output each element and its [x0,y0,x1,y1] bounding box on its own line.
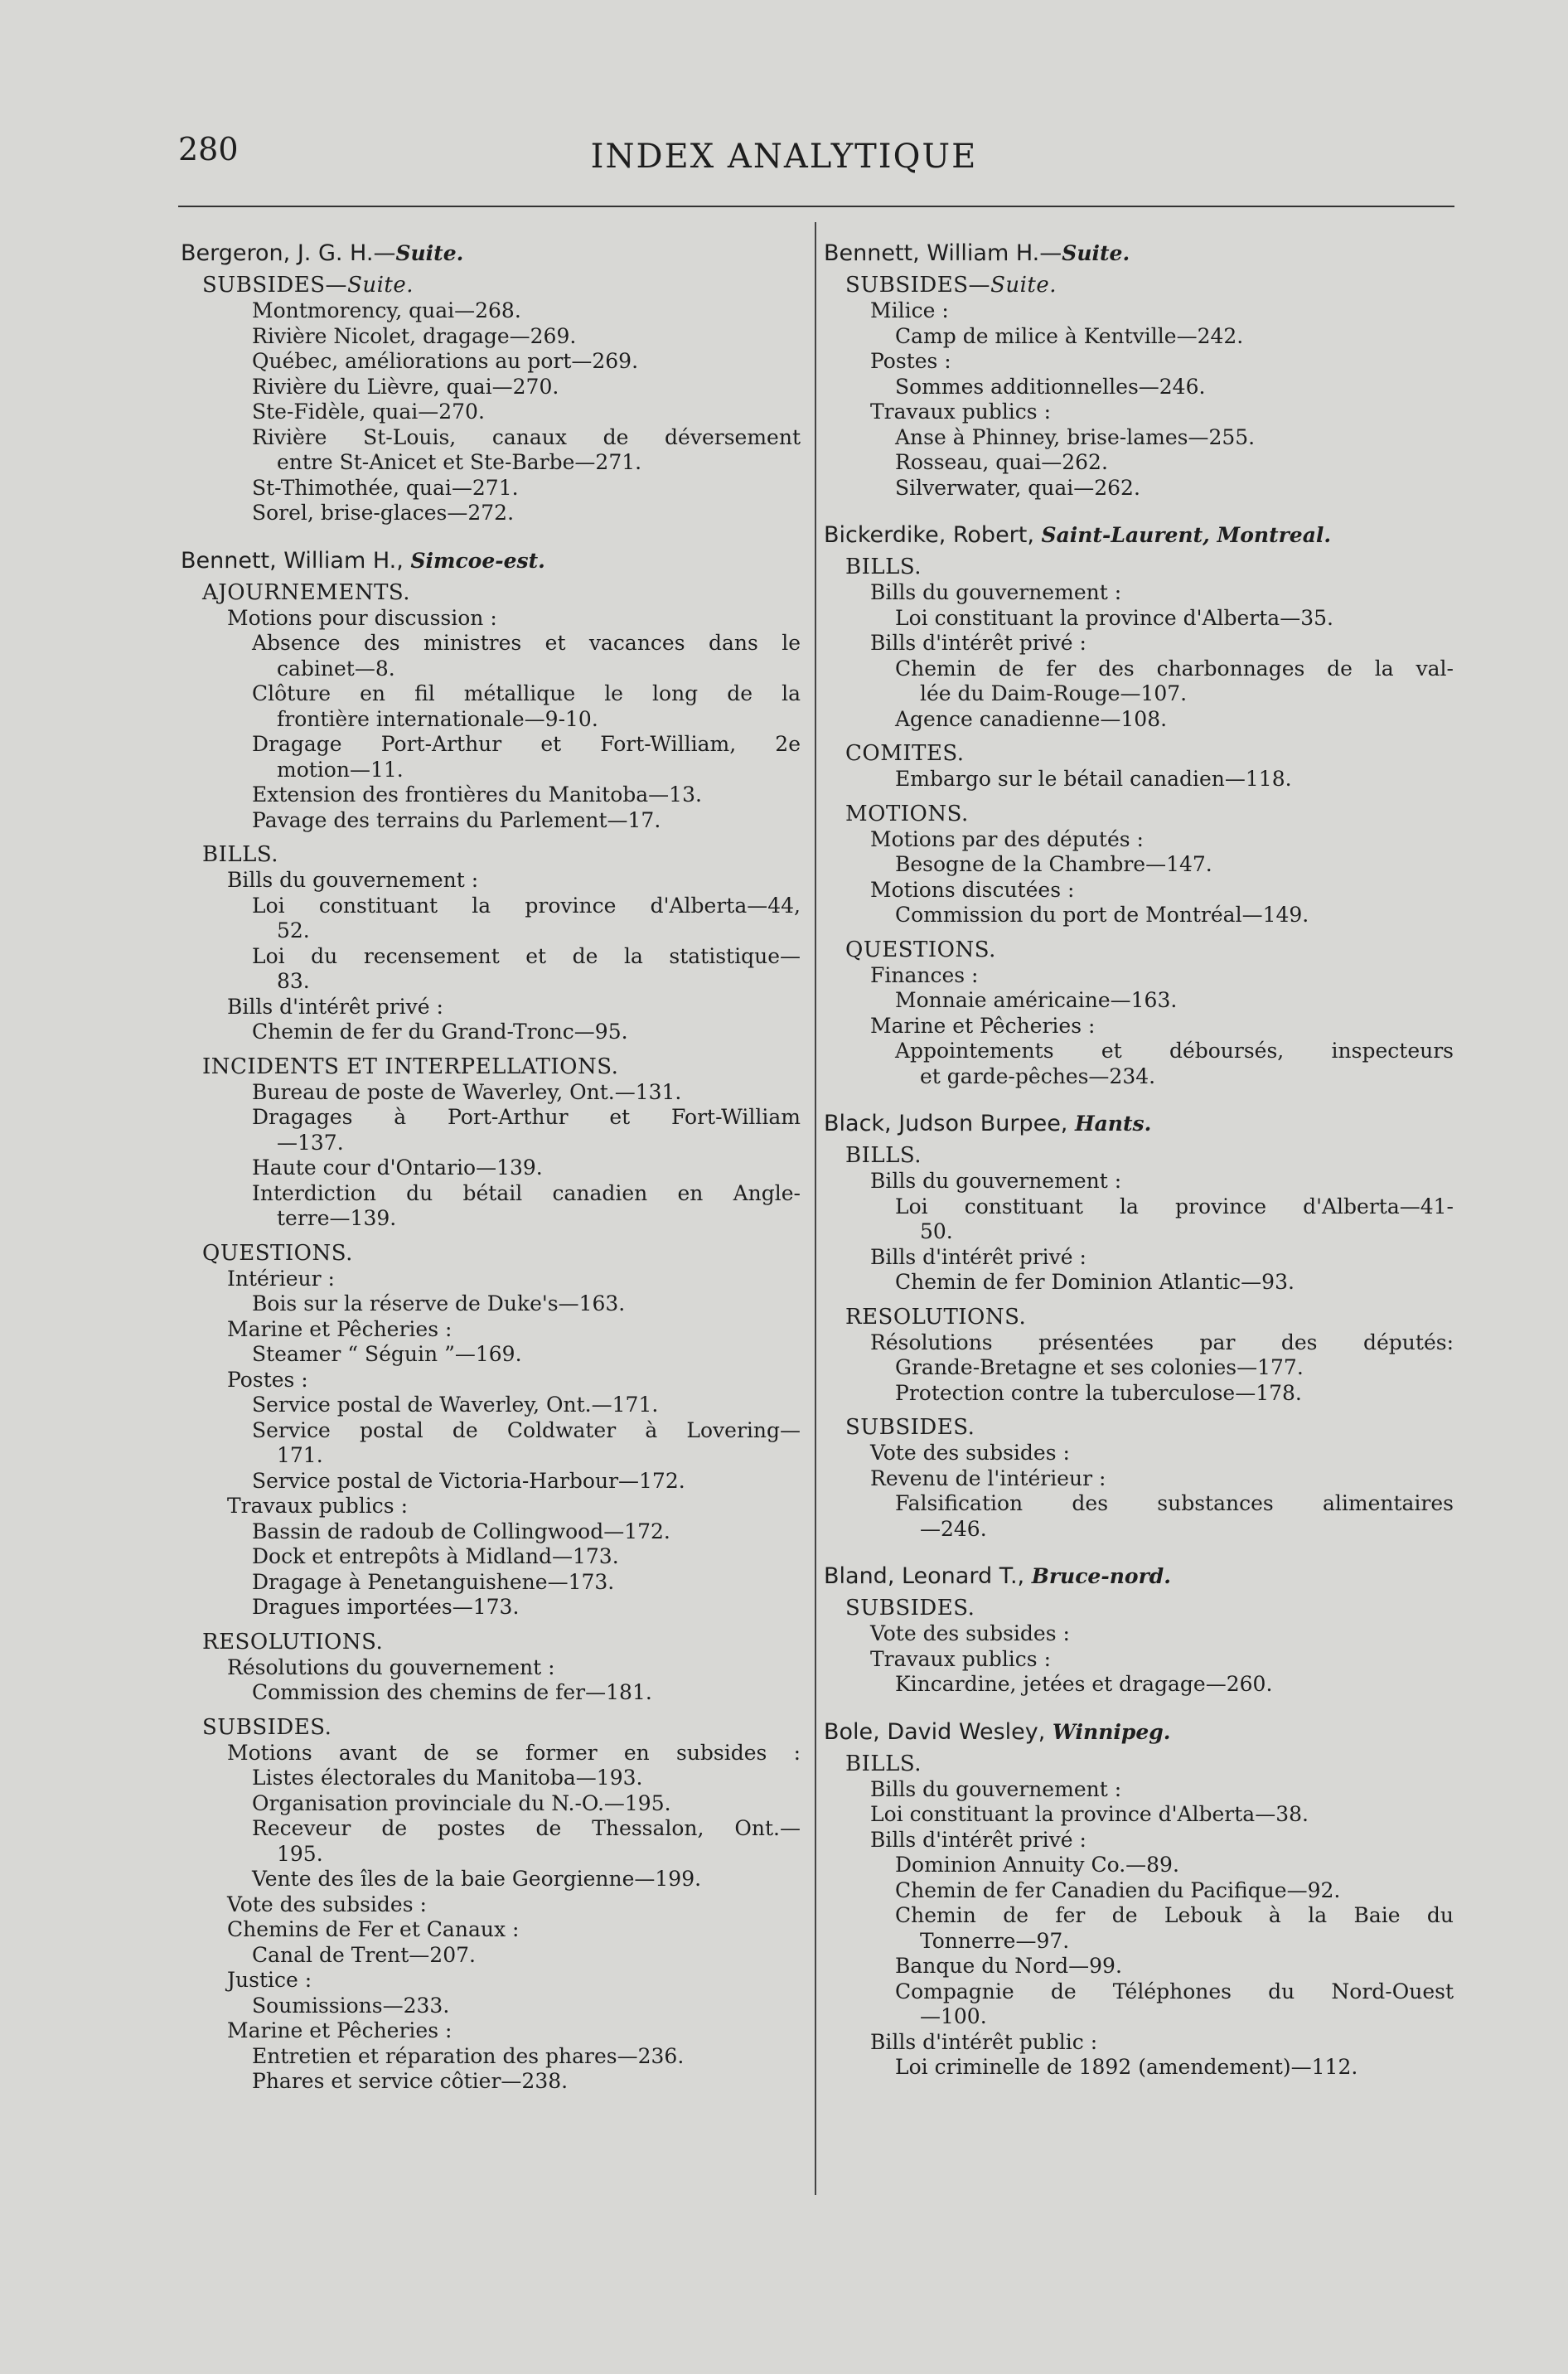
section-title: BILLS. [845,1143,922,1168]
member-name: Bergeron, J. G. H.— [181,240,396,266]
index-line: Bills d'intérêt privé : [870,1827,1086,1852]
index-line: Vote des subsides : [870,1441,1070,1465]
index-line: Commission des chemins de fer—181. [252,1680,652,1704]
index-line: Rosseau, quai—262. [895,450,1108,474]
section-title: BILLS. [845,555,922,579]
index-line: Kincardine, jetées et dragage—260. [895,1672,1273,1696]
index-line: Camp de milice à Kentville—242. [895,323,1244,348]
section-title-text: SUBSIDES— [202,273,348,298]
index-line: Motions discutées : [870,877,1075,902]
left-column [181,240,801,2116]
index-line: Bois sur la réserve de Duke's—163. [252,1291,626,1315]
index-line: Loi constituant la province d'Alberta—38. [870,1802,1309,1826]
member-name: Bennett, William H.— [824,240,1062,266]
index-entry [824,522,1454,1089]
index-line: Grande-Bretagne et ses colonies—177. [895,1355,1304,1379]
index-line: Marine et Pêcheries : [870,1013,1096,1038]
index-line: Chemin de fer des charbonnages de la val- [895,656,1454,681]
member-riding: Hants. [1074,1112,1152,1136]
section-title: RESOLUTIONS. [202,1629,384,1655]
page-header [0,124,1568,182]
column-divider [815,222,816,2195]
section-title: COMITES. [845,741,965,766]
section-title: RESOLUTIONS. [845,1304,1027,1330]
index-line: Chemins de Fer et Canaux : [227,1917,520,1941]
section-title [824,272,1454,298]
index-line: Québec, améliorations au port—269. [252,349,639,373]
member-riding: Simcoe-est. [410,548,545,573]
index-section [824,1304,1454,1407]
index-entry [824,1719,1454,2081]
index-line: Receveur de postes de Thessalon, Ont.— [252,1816,801,1840]
index-entry [824,240,1454,501]
index-line: Dock et entrepôts à Midland—173. [252,1544,619,1568]
index-entry [181,548,801,2095]
index-line: Vente des îles de la baie Georgienne—199. [252,1867,702,1891]
index-line: —137. [277,1130,344,1155]
member-name: Bole, David Wesley, [824,1718,1053,1745]
header-rule [178,206,1454,207]
section-title: BILLS. [202,842,279,867]
index-line: 195. [277,1841,323,1866]
section-title-text: SUBSIDES— [845,273,991,298]
member-name: Bennett, William H., [181,547,411,574]
entry-heading [824,1563,1454,1590]
index-line: 50. [920,1219,953,1243]
index-line: Intérieur : [227,1266,335,1291]
member-name: Bland, Leonard T., [824,1563,1032,1589]
index-line: Phares et service côtier—238. [252,2069,569,2093]
index-section [181,841,801,1045]
index-line: 83. [277,969,310,993]
index-section [181,579,801,834]
index-line: Falsification des substances alimentaires [895,1491,1454,1515]
section-title: AJOURNEMENTS. [202,579,411,605]
entry-heading [824,522,1454,549]
index-line: Entretien et réparation des phares—236. [252,2043,685,2068]
index-line: lée du Daim-Rouge—107. [920,681,1188,705]
index-line: Monnaie américaine—163. [895,988,1178,1012]
index-line: Marine et Pêcheries : [227,2018,452,2042]
index-line: 52. [277,918,310,942]
index-section [824,554,1454,732]
index-section [824,1751,1454,2081]
section-title: MOTIONS. [845,801,969,826]
index-line: 171. [277,1443,323,1467]
index-line: Dragage Port-Arthur et Fort-William, 2e [252,732,801,756]
index-line: frontière internationale—9-10. [277,706,598,731]
index-line: Ste-Fidèle, quai—270. [252,400,485,424]
page-number: 280 [178,131,239,167]
index-section [181,1240,801,1621]
index-line: Banque du Nord—99. [895,1954,1122,1978]
index-line: et garde-pêches—234. [920,1063,1156,1088]
index-line: Motions pour discussion : [227,605,497,630]
index-line: Chemin de fer de Lebouk à la Baie du [895,1903,1454,1927]
index-line: Résolutions présentées par des députés: [870,1330,1454,1354]
section-title: SUBSIDES. [202,1714,332,1740]
index-line: Bills du gouvernement : [870,1169,1122,1193]
index-section [824,801,1454,928]
index-line: Bills du gouvernement : [870,580,1122,604]
index-section [181,1629,801,1706]
index-line: Silverwater, quai—262. [895,475,1140,500]
index-line: Rivière du Lièvre, quai—270. [252,374,559,399]
index-line: St-Thimothée, quai—271. [252,475,519,500]
index-section [824,272,1454,501]
index-section [181,1054,801,1232]
index-line: Loi constituant la province d'Alberta—41- [895,1194,1454,1218]
index-line: Revenu de l'intérieur : [870,1466,1106,1490]
member-riding: Suite. [395,241,464,265]
index-line: Bassin de radoub de Collingwood—172. [252,1519,670,1543]
section-title: SUBSIDES. [845,1415,975,1440]
index-line: Finances : [870,962,979,987]
running-title: INDEX ANALYTIQUE [590,138,978,176]
index-line: Sorel, brise-glaces—272. [252,501,515,525]
index-entry [824,1563,1454,1698]
index-line: entre St-Anicet et Ste-Barbe—271. [277,450,642,474]
section-title: QUESTIONS. [202,1240,353,1266]
index-line: Canal de Trent—207. [252,1942,476,1967]
index-line: Loi du recensement et de la statistique— [252,943,801,968]
section-title: SUBSIDES. [845,1596,975,1621]
index-line: Chemin de fer du Grand-Tronc—95. [252,1020,628,1044]
index-line: Sommes additionnelles—246. [895,374,1206,399]
index-line: cabinet—8. [277,656,395,681]
index-line: Justice : [227,1968,312,1992]
index-section [181,1714,801,2095]
index-line: Service postal de Victoria-Harbour—172. [252,1468,685,1493]
index-line: —246. [920,1516,987,1541]
index-section [824,740,1454,792]
index-line: Compagnie de Téléphones du Nord-Ouest [895,1979,1454,2003]
index-line: Loi criminelle de 1892 (amendement)—112. [895,2055,1358,2079]
entry-heading [824,1111,1454,1137]
index-line: motion—11. [277,757,404,782]
index-line: Pavage des terrains du Parlement—17. [252,807,661,832]
index-section [824,1414,1454,1542]
member-riding: Suite. [1062,241,1130,265]
section-title-suite: Suite. [990,273,1057,298]
index-line: Vote des subsides : [227,1892,427,1916]
index-line: Clôture en fil métallique le long de la [252,681,801,705]
index-line: Steamer “ Séguin ”—169. [252,1342,522,1366]
index-line: Soumissions—233. [252,1993,450,2018]
index-section [181,272,801,526]
index-line: Postes : [870,349,951,373]
index-line: Rivière Nicolet, dragage—269. [252,323,577,348]
index-line: Loi constituant la province d'Alberta—44, [252,893,801,918]
index-line: Vote des subsides : [870,1621,1070,1645]
index-entry [824,1111,1454,1542]
index-line: Montmorency, quai—268. [252,298,521,322]
section-title: BILLS. [845,1751,922,1776]
right-column [824,240,1454,2102]
index-line: Travaux publics : [870,400,1052,424]
index-line: Chemin de fer Dominion Atlantic—93. [895,1270,1295,1294]
index-line: Haute cour d'Ontario—139. [252,1156,543,1180]
index-line: Extension des frontières du Manitoba—13. [252,782,702,807]
index-line: Organisation provinciale du N.-O.—195. [252,1790,671,1815]
member-riding: Bruce-nord. [1031,1564,1171,1588]
member-name: Black, Judson Burpee, [824,1111,1075,1136]
section-title [181,272,801,298]
entry-heading [824,240,1454,267]
entry-heading [181,548,801,574]
index-line: Commission du port de Montréal—149. [895,903,1309,927]
index-line: Bills du gouvernement : [227,868,479,892]
index-line: —100. [920,2004,987,2028]
index-line: Marine et Pêcheries : [227,1316,452,1341]
index-line: Bills du gouvernement : [870,1776,1122,1801]
index-line: Dragues importées—173. [252,1595,520,1619]
index-line: Bills d'intérêt privé : [870,631,1086,655]
index-line: Service postal de Coldwater à Lovering— [252,1417,801,1442]
index-line: Dominion Annuity Co.—89. [895,1853,1179,1877]
index-line: Absence des ministres et vacances dans le [252,631,801,655]
index-line: Listes électorales du Manitoba—193. [252,1766,643,1790]
index-line: Travaux publics : [227,1494,409,1518]
index-line: Bills d'intérêt privé : [870,1244,1086,1269]
entry-heading [824,1719,1454,1746]
index-line: Tonnerre—97. [920,1928,1070,1953]
section-title: QUESTIONS. [845,937,996,962]
index-line: Motions par des députés : [870,826,1144,851]
index-line: Bills d'intérêt privé : [227,994,443,1019]
index-line: Rivière St-Louis, canaux de déversement [252,424,801,449]
index-section [824,937,1454,1090]
member-riding: Saint-Laurent, Montreal. [1041,523,1332,547]
index-line: Protection contre la tuberculose—178. [895,1380,1302,1405]
index-line: Dragages à Port-Arthur et Fort-William [252,1105,801,1129]
entry-heading [181,240,801,267]
index-line: Anse à Phinney, brise-lames—255. [895,424,1256,449]
index-line: Bills d'intérêt public : [870,2029,1098,2054]
index-line: Chemin de fer Canadien du Pacifique—92. [895,1877,1341,1902]
index-line: Agence canadienne—108. [895,706,1168,731]
index-line: Besogne de la Chambre—147. [895,852,1212,876]
index-section [824,1142,1454,1296]
index-line: Travaux publics : [870,1646,1052,1671]
index-line: Interdiction du bétail canadien en Angle- [252,1180,801,1205]
index-line: Dragage à Penetanguishene—173. [252,1569,615,1594]
index-line: terre—139. [277,1206,397,1230]
index-line: Motions avant de se former en subsides : [227,1740,801,1765]
index-line: Résolutions du gouvernement : [227,1655,555,1679]
index-line: Appointements et déboursés, inspecteurs [895,1039,1454,1063]
member-riding: Winnipeg. [1052,1719,1171,1744]
section-title: INCIDENTS ET INTERPELLATIONS. [202,1054,619,1079]
member-name: Bickerdike, Robert, [824,522,1042,548]
index-line: Bureau de poste de Waverley, Ont.—131. [252,1079,682,1104]
index-line: Embargo sur le bétail canadien—118. [895,767,1292,791]
section-title-suite: Suite. [347,273,414,298]
index-line: Loi constituant la province d'Alberta—35. [895,605,1333,630]
index-line: Service postal de Waverley, Ont.—171. [252,1393,659,1417]
index-line: Milice : [870,298,949,322]
index-entry [181,240,801,526]
index-section [824,1595,1454,1698]
index-line: Postes : [227,1367,308,1392]
